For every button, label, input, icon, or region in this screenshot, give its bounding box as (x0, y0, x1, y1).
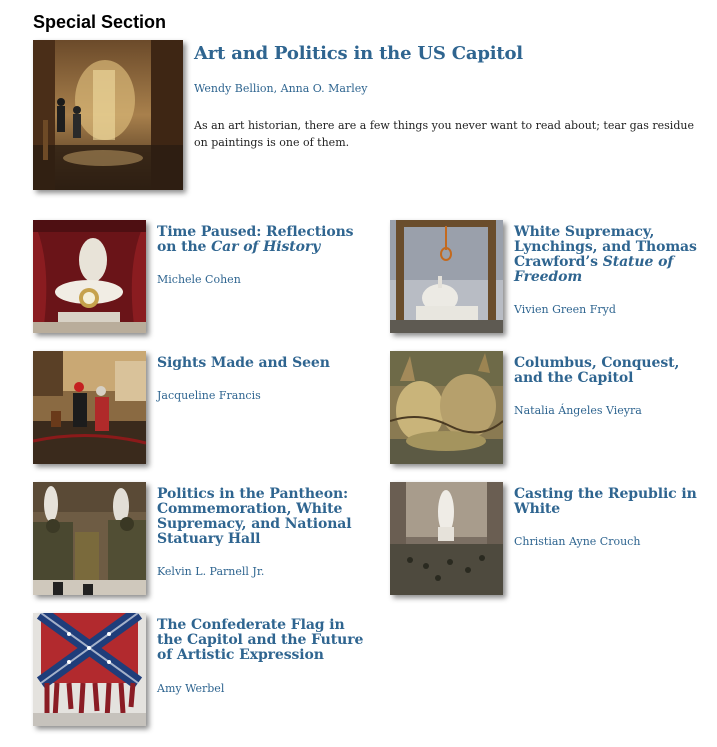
featured-thumbnail[interactable] (33, 40, 183, 190)
featured-authors (194, 82, 367, 95)
author-link[interactable]: Wendy Bellion (194, 82, 274, 95)
article-thumbnail[interactable] (390, 351, 503, 464)
article-thumbnail[interactable] (390, 220, 503, 333)
article-author-link[interactable]: Jacqueline Francis (157, 389, 261, 402)
article-title-link[interactable]: Sights Made and Seen (157, 355, 330, 371)
article-author-link[interactable]: Michele Cohen (157, 273, 241, 286)
article-title-link[interactable]: Casting the Republic in White (514, 486, 697, 517)
section-title: Special Section (33, 12, 167, 32)
featured-excerpt: As an art historian, there are a few things you never want to read about; tear gas residue on paintings is one of them. (194, 119, 694, 149)
article-thumbnail[interactable] (33, 220, 146, 333)
article-title-link[interactable]: Time Paused: Reflections on the Car of History (157, 224, 354, 255)
article-thumbnail[interactable] (33, 613, 146, 726)
author-separator: , (273, 82, 281, 95)
article-thumbnail[interactable] (390, 482, 503, 595)
article-author-link[interactable]: Natalia Ángeles Vieyra (514, 404, 642, 417)
article-thumbnail[interactable] (33, 482, 146, 595)
article-title-link[interactable]: The Confederate Flag in the Capitol and the Future of Artistic Expression (157, 617, 364, 663)
article-author-link[interactable]: Kelvin L. Parnell Jr. (157, 565, 265, 578)
article-author-link[interactable]: Amy Werbel (157, 682, 225, 695)
article-title-link[interactable]: Politics in the Pantheon: Commemoration, White Supremacy, and National Statuary Hall (157, 486, 352, 547)
author-link[interactable]: Anna O. Marley (280, 82, 368, 95)
article-title-link[interactable]: Columbus, Conquest, and the Capitol (514, 355, 680, 386)
article-author-link[interactable]: Christian Ayne Crouch (514, 535, 641, 548)
featured-title-link[interactable]: Art and Politics in the US Capitol (194, 43, 523, 64)
article-thumbnail[interactable] (33, 351, 146, 464)
article-title-link[interactable]: White Supremacy, Lynchings, and Thomas Crawford’s Statue of Freedom (514, 224, 697, 285)
article-author-link[interactable]: Vivien Green Fryd (514, 303, 616, 316)
